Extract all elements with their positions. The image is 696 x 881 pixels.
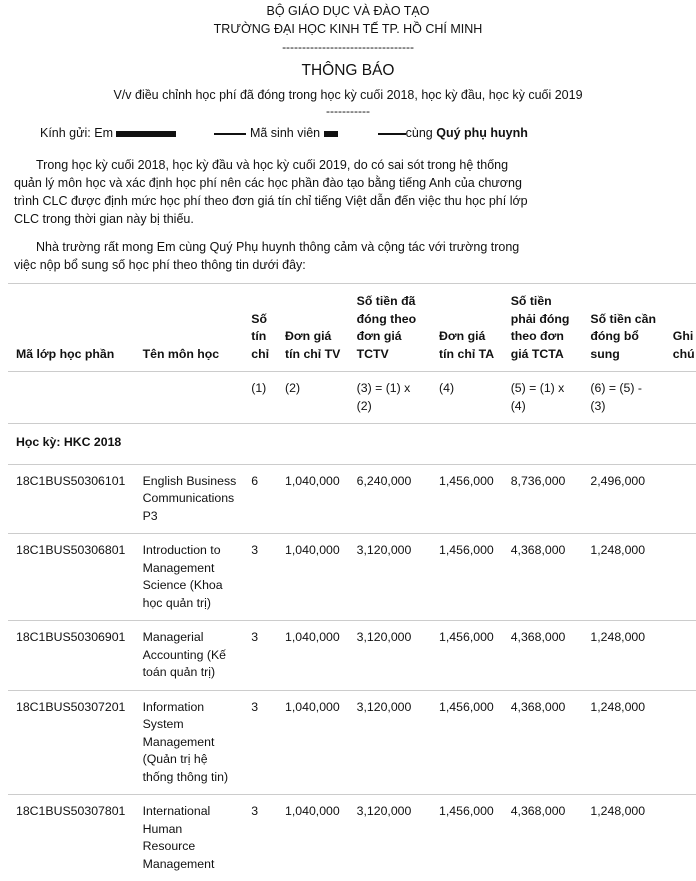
table-header-row: [8, 284, 696, 372]
table-cell: 1,040,000: [277, 464, 349, 534]
table-cell: 4,368,000: [503, 621, 583, 691]
table-cell: 4,368,000: [503, 795, 583, 881]
table-row: [8, 690, 696, 795]
table-cell: (1): [243, 372, 277, 424]
table-cell: 18C1BUS50307801: [8, 795, 135, 881]
paragraph-explanation: Trong học kỳ cuối 2018, học kỳ đầu và học kỳ cuối 2019, do có sai sót trong hệ thống quản lý môn học và xác định học phí nên các học phần đào tạo bằng tiếng Anh của chương trình CLC được định mức học phí theo đơn giá tín chỉ tiếng Việt dẫn đến việc thu học phí lớp CLC trong thời gian này bị thiếu.: [14, 156, 534, 228]
redacted-mark: [214, 133, 246, 135]
table-cell: 1,456,000: [431, 621, 503, 691]
table-cell: (2): [277, 372, 349, 424]
col-header-credits: Số tín chỉ: [243, 284, 277, 372]
col-header-notes: Ghi chú: [665, 284, 696, 372]
table-cell: (3) = (1) x (2): [349, 372, 431, 424]
table-cell: [665, 372, 696, 424]
table-cell: (5) = (1) x (4): [503, 372, 583, 424]
table-cell: International Human Resource Management: [135, 795, 244, 881]
paragraph-request: Nhà trường rất mong Em cùng Quý Phụ huynh thông cảm và cộng tác với trường trong việc nộp bổ sung số học phí theo thông tin dưới đây:: [14, 238, 534, 274]
greeting-prefix: Kính gửi: Em: [40, 126, 113, 140]
table-cell: Managerial Accounting (Kế toán quản trị): [135, 621, 244, 691]
table-cell: [135, 372, 244, 424]
table-cell: (6) = (5) - (3): [582, 372, 664, 424]
university-name: TRƯỜNG ĐẠI HỌC KINH TẾ TP. HỒ CHÍ MINH: [0, 22, 696, 36]
formula-row: [8, 372, 696, 424]
greeting-line: [40, 126, 528, 140]
col-header-course-name: Tên môn học: [135, 284, 244, 372]
table-cell: 1,040,000: [277, 534, 349, 621]
table-cell: 1,456,000: [431, 690, 503, 795]
table-cell: 1,456,000: [431, 534, 503, 621]
table-cell: [8, 372, 135, 424]
table-cell: 3: [243, 795, 277, 881]
table-cell: [665, 464, 696, 534]
col-header-class-code: Mã lớp học phần: [8, 284, 135, 372]
table-cell: 3: [243, 621, 277, 691]
table-row: [8, 534, 696, 621]
table-cell: 8,736,000: [503, 464, 583, 534]
table-cell: 1,040,000: [277, 621, 349, 691]
table-cell: [665, 534, 696, 621]
table-cell: 18C1BUS50306901: [8, 621, 135, 691]
subject-separator: -----------: [0, 104, 696, 118]
student-id-label: Mã sinh viên: [250, 126, 320, 140]
header-separator: ---------------------------------: [0, 40, 696, 54]
table-row: [8, 464, 696, 534]
table-cell: 6: [243, 464, 277, 534]
table-cell: 6,240,000: [349, 464, 431, 534]
table-cell: 1,248,000: [582, 534, 664, 621]
table-row: [8, 621, 696, 691]
table-cell: 1,456,000: [431, 464, 503, 534]
col-header-en-unit-price: Đơn giá tín chỉ TA: [431, 284, 503, 372]
table-cell: Information System Management (Quản trị hệ thống thông tin): [135, 690, 244, 795]
table-cell: [665, 621, 696, 691]
col-header-additional-amount: Số tiền cần đóng bổ sung: [582, 284, 664, 372]
semester-row: [8, 424, 696, 465]
table-cell: Introduction to Management Science (Khoa học quản trị): [135, 534, 244, 621]
redacted-student-id: [324, 131, 338, 137]
table-cell: 1,248,000: [582, 690, 664, 795]
table-row: [8, 795, 696, 881]
table-cell: 1,248,000: [582, 621, 664, 691]
table-cell: (4): [431, 372, 503, 424]
tuition-table: [8, 283, 696, 881]
parents-label: Quý phụ huynh: [436, 126, 528, 140]
col-header-paid-amount: Số tiền đã đóng theo đơn giá TCTV: [349, 284, 431, 372]
table-cell: 1,040,000: [277, 690, 349, 795]
table-cell: English Business Communications P3: [135, 464, 244, 534]
table-cell: 1,456,000: [431, 795, 503, 881]
ministry-name: BỘ GIÁO DỤC VÀ ĐÀO TẠO: [0, 4, 696, 18]
table-cell: 3,120,000: [349, 690, 431, 795]
table-cell: 4,368,000: [503, 690, 583, 795]
greeting-suffix: cùng: [406, 126, 433, 140]
table-cell: 18C1BUS50306801: [8, 534, 135, 621]
table-cell: 3,120,000: [349, 795, 431, 881]
col-header-required-amount: Số tiền phải đóng theo đơn giá TCTA: [503, 284, 583, 372]
semester-label: Học kỳ: HKC 2018: [8, 424, 696, 465]
table-cell: 3: [243, 690, 277, 795]
table-cell: 3: [243, 534, 277, 621]
table-cell: 18C1BUS50307201: [8, 690, 135, 795]
table-cell: 2,496,000: [582, 464, 664, 534]
col-header-vn-unit-price: Đơn giá tín chỉ TV: [277, 284, 349, 372]
table-cell: 1,248,000: [582, 795, 664, 881]
table-cell: 3,120,000: [349, 534, 431, 621]
document-subject: V/v điều chỉnh học phí đã đóng trong học kỳ cuối 2018, học kỳ đầu, học kỳ cuối 2019: [0, 88, 696, 102]
table-cell: 1,040,000: [277, 795, 349, 881]
document-title: THÔNG BÁO: [0, 62, 696, 80]
redacted-mark: [378, 133, 406, 135]
table-cell: 3,120,000: [349, 621, 431, 691]
table-cell: 4,368,000: [503, 534, 583, 621]
table-cell: 18C1BUS50306101: [8, 464, 135, 534]
table-cell: [665, 795, 696, 881]
table-cell: [665, 690, 696, 795]
redacted-student-name: [116, 131, 176, 137]
